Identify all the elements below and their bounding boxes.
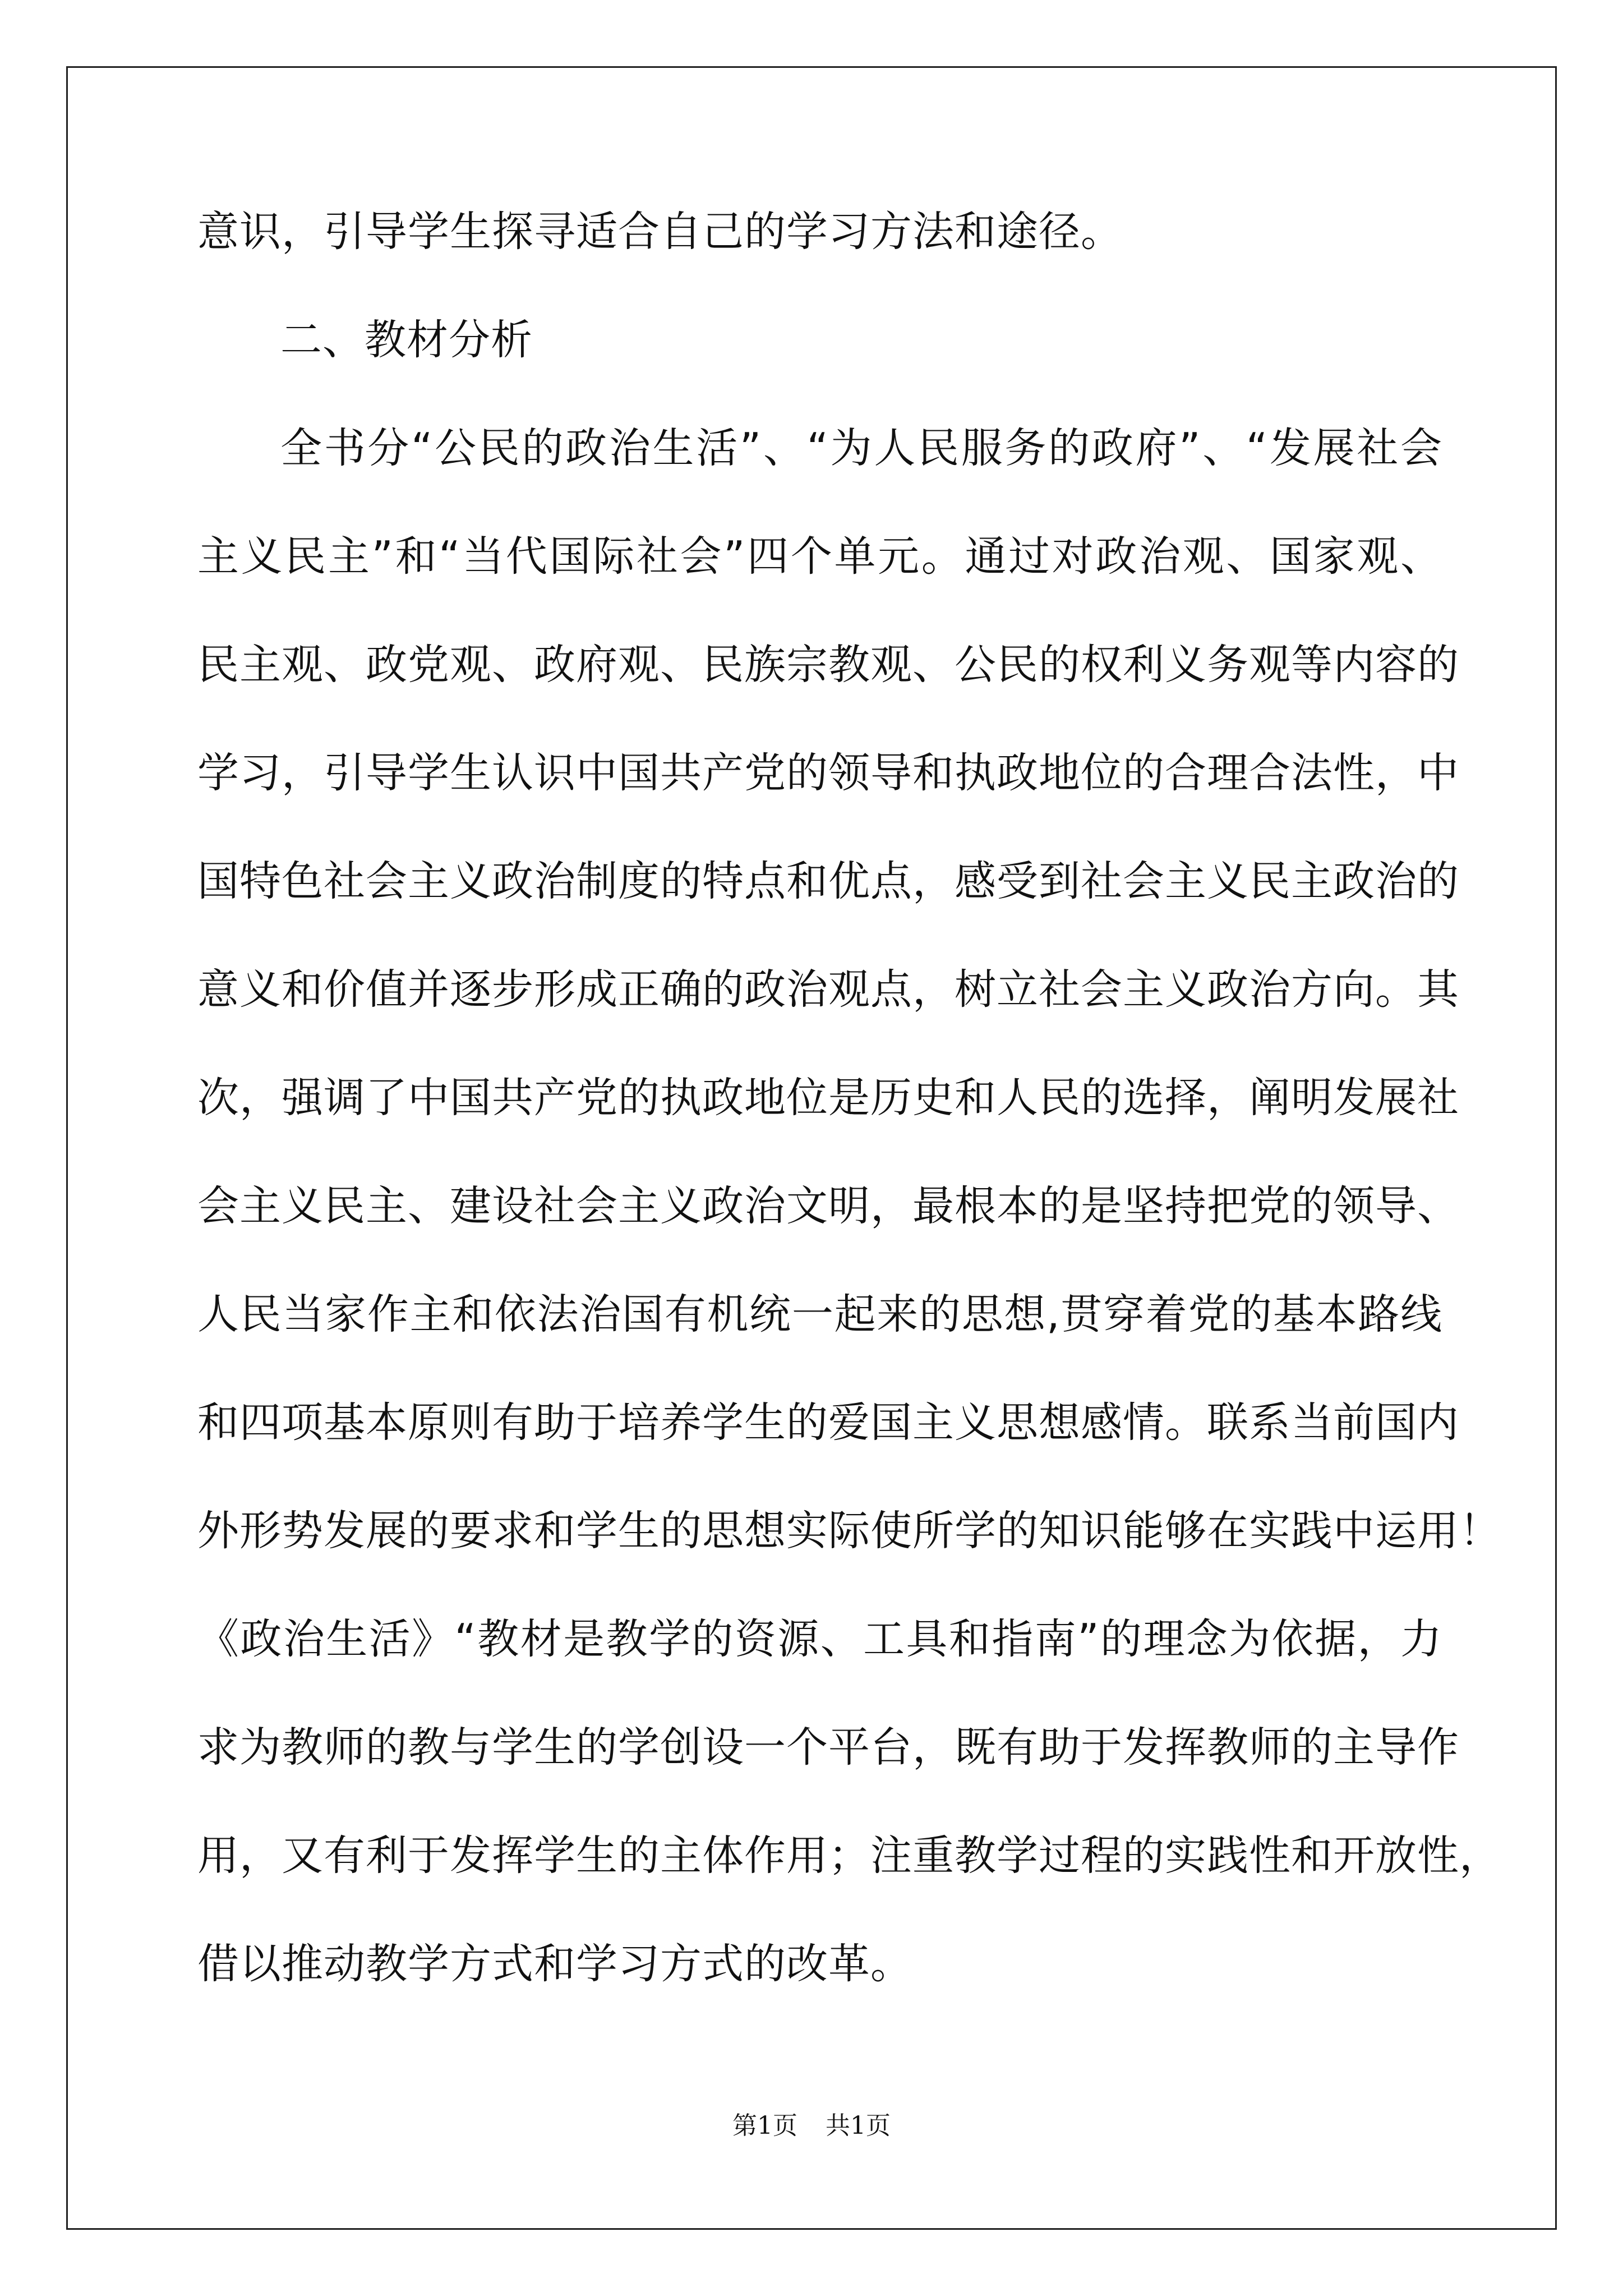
- paragraph-line: 全书分“公民的政治生活”、“为人民服务的政府”、“发展社会: [280, 424, 1442, 472]
- paragraph-line: 《政治生活》“教材是教学的资源、工具和指南”的理念为依据，力: [197, 1615, 1442, 1663]
- document-body: [197, 208, 1501, 2051]
- paragraph-line: 主义民主”和“当代国际社会”四个单元。通过对政治观、国家观、: [197, 532, 1442, 581]
- paragraph-line: 国特色社会主义政治制度的特点和优点，感受到社会主义民主政治的: [197, 857, 1459, 905]
- paragraph-line: 和四项基本原则有助于培养学生的爱国主义思想感情。联系当前国内: [197, 1398, 1459, 1447]
- paragraph-line: 会主义民主、建设社会主义政治文明，最根本的是坚持把党的领导、: [197, 1182, 1459, 1230]
- page-number: 第1页: [732, 2111, 797, 2140]
- paragraph-line: 用，又有利于发挥学生的主体作用；注重教学过程的实践性和开放性，: [197, 1832, 1501, 1880]
- paragraph-line: 次，强调了中国共产党的执政地位是历史和人民的选择，阐明发展社: [197, 1074, 1459, 1122]
- section-heading: 二、教材分析: [280, 316, 533, 364]
- paragraph-line: 意识，引导学生探寻适合自己的学习方法和途径。: [197, 208, 1123, 256]
- page-total: 共1页: [826, 2111, 891, 2140]
- paragraph-line: 意义和价值并逐步形成正确的政治观点，树立社会主义政治方向。其: [197, 965, 1459, 1014]
- paragraph-line: 求为教师的教与学生的学创设一个平台，既有助于发挥教师的主导作: [197, 1723, 1459, 1772]
- paragraph-line: 借以推动教学方式和学习方式的改革。: [197, 1940, 912, 1988]
- paragraph-line: 外形势发展的要求和学生的思想实际使所学的知识能够在实践中运用！: [197, 1507, 1501, 1555]
- paragraph-line: 人民当家作主和依法治国有机统一起来的思想,贯穿着党的基本路线: [197, 1290, 1442, 1338]
- page-footer: [0, 2111, 1623, 2140]
- paragraph-line: 民主观、政党观、政府观、民族宗教观、公民的权利义务观等内容的: [197, 641, 1459, 689]
- paragraph-line: 学习，引导学生认识中国共产党的领导和执政地位的合理合法性，中: [197, 749, 1459, 797]
